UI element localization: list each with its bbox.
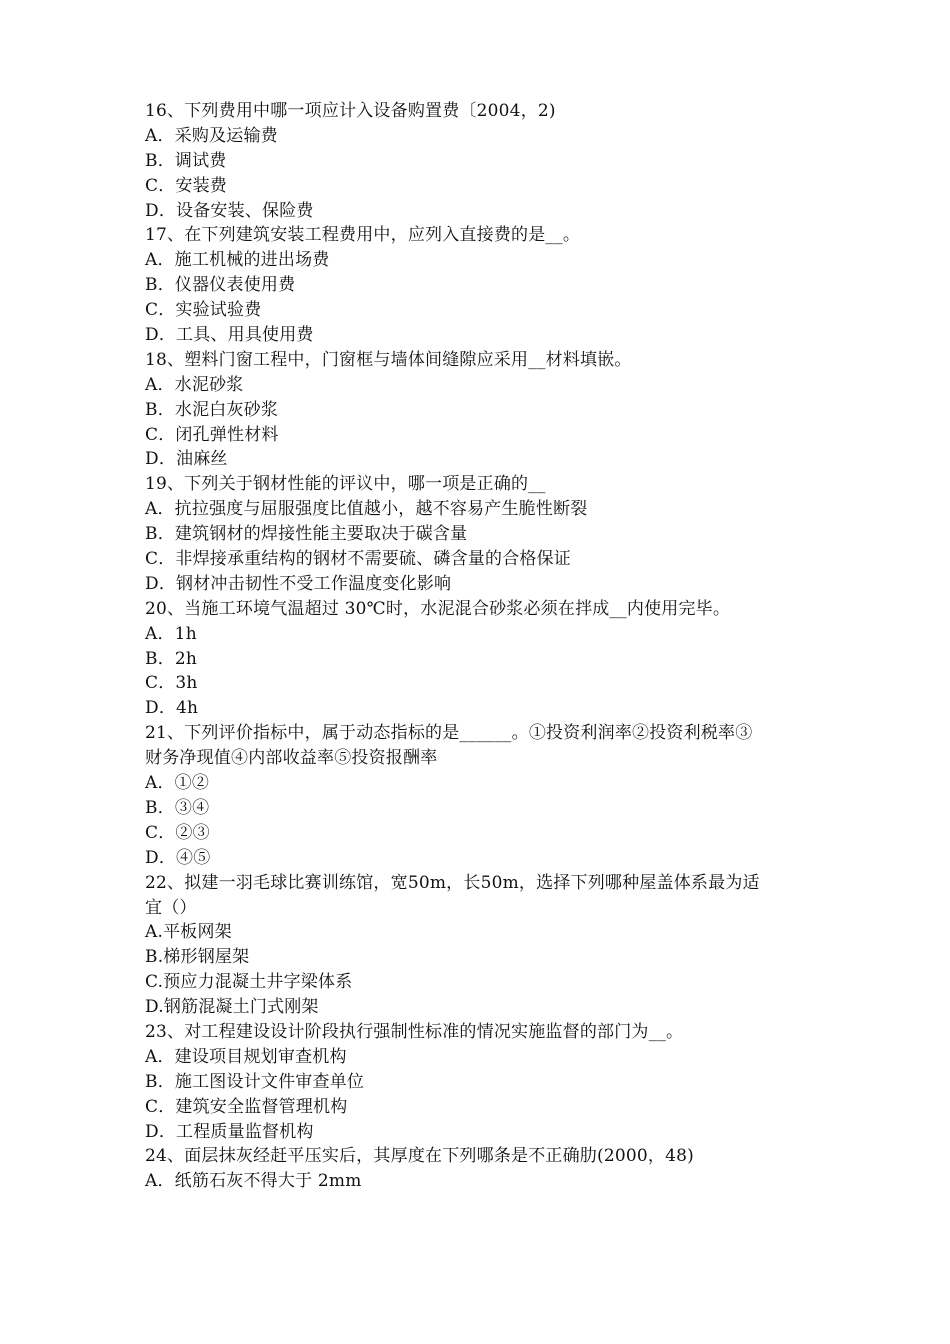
question-19-option-a: A．抗拉强度与屈服强度比值越小，越不容易产生脆性断裂 [145, 499, 588, 520]
question-21-stem-line-1: 21、下列评价指标中，属于动态指标的是______。①投资利润率②投资利税率③ [145, 723, 753, 744]
question-20-option-b: B．2h [145, 648, 198, 669]
question-16-option-c: C．安装费 [145, 175, 228, 196]
question-17-option-a: A．施工机械的进出场费 [145, 250, 330, 271]
question-22-stem-line-2: 宜（） [145, 897, 197, 918]
question-22-option-d: D.钢筋混凝土门式刚架 [145, 997, 319, 1018]
question-16-option-b: B．调试费 [145, 150, 227, 171]
question-21-option-a: A．①② [145, 773, 210, 794]
question-16-stem: 16、下列费用中哪一项应计入设备购置费〔2004，2) [145, 101, 556, 121]
question-22-stem-line-1: 22、拟建一羽毛球比赛训练馆，宽50m，长50m，选择下列哪种屋盖体系最为适 [145, 872, 760, 893]
question-19-option-c: C．非焊接承重结构的钢材不需要硫、磷含量的合格保证 [145, 549, 572, 570]
document-body [145, 99, 813, 1194]
question-19-option-b: B．建筑钢材的焊接性能主要取决于碳含量 [145, 524, 468, 545]
question-18-option-d: D．油麻丝 [145, 449, 228, 470]
question-18-option-a: A．水泥砂浆 [145, 374, 244, 395]
question-22-option-a: A.平板网架 [145, 922, 232, 943]
question-18-option-b: B．水泥白灰砂浆 [145, 399, 279, 420]
question-17-option-b: B．仪器仪表使用费 [145, 275, 296, 296]
question-16-option-d: D．设备安装、保险费 [145, 200, 314, 221]
question-17-stem: 17、在下列建筑安装工程费用中，应列入直接费的是__。 [145, 225, 581, 246]
question-23-option-b: B．施工图设计文件审查单位 [145, 1071, 365, 1092]
question-22-option-c: C.预应力混凝土井字梁体系 [145, 972, 353, 993]
question-18-stem: 18、塑料门窗工程中，门窗框与墙体间缝隙应采用__材料填嵌。 [145, 349, 632, 370]
question-21-option-d: D．④⑤ [145, 847, 211, 868]
question-21-stem-line-2: 财务净现值④内部收益率⑤投资报酬率 [145, 748, 438, 769]
question-19-stem: 19、下列关于钢材性能的评议中，哪一项是正确的__ [145, 474, 546, 495]
question-20-option-c: C．3h [145, 673, 198, 694]
question-21-option-b: B．③④ [145, 797, 210, 818]
question-23-stem: 23、对工程建设设计阶段执行强制性标准的情况实施监督的部门为__。 [145, 1021, 684, 1042]
question-24-option-a: A．纸筋石灰不得大于 2mm [145, 1171, 362, 1192]
question-24-stem: 24、面层抹灰经赶平压实后，其厚度在下列哪条是不正确肋(2000，48) [145, 1146, 694, 1167]
question-19-option-d: D．钢材冲击韧性不受工作温度变化影响 [145, 573, 452, 594]
question-22-option-b: B.梯形钢屋架 [145, 947, 250, 968]
question-17-option-c: C．实验试验费 [145, 300, 262, 321]
question-18-option-c: C．闭孔弹性材料 [145, 424, 279, 445]
question-23-option-a: A．建设项目规划审查机构 [145, 1046, 347, 1067]
question-20-option-d: D．4h [145, 698, 199, 719]
question-23-option-c: C．建筑安全监督管理机构 [145, 1096, 348, 1117]
question-23-option-d: D．工程质量监督机构 [145, 1121, 314, 1142]
question-20-option-a: A．1h [145, 623, 197, 644]
question-17-option-d: D．工具、用具使用费 [145, 325, 314, 346]
question-20-stem: 20、当施工环境气温超过 30℃时，水泥混合砂浆必须在拌成__内使用完毕。 [145, 598, 731, 619]
question-16-option-a: A．采购及运输费 [145, 125, 278, 146]
question-21-option-c: C．②③ [145, 822, 210, 843]
